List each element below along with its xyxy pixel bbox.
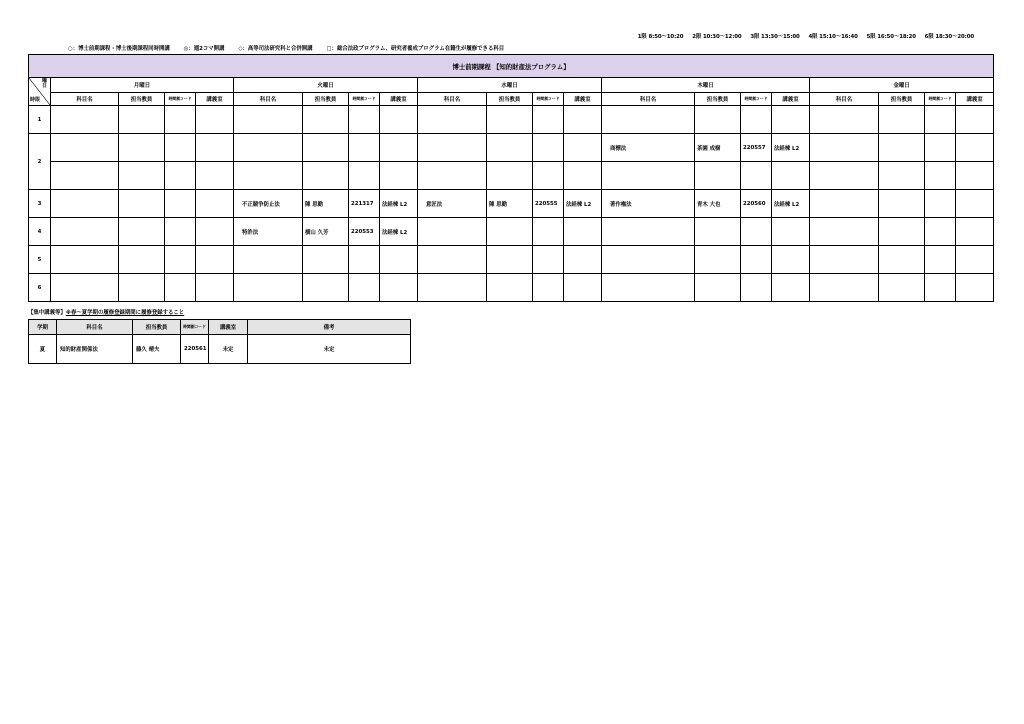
col-header-code: 時間割コード bbox=[533, 93, 564, 106]
subject-wed-p3: 意匠法 bbox=[418, 190, 487, 218]
slot-cell bbox=[418, 134, 487, 162]
slot-cell bbox=[51, 246, 119, 274]
slot-cell bbox=[810, 134, 879, 162]
col-header-room: 講義室 bbox=[380, 93, 418, 106]
intensive-subject: 知的財産関係法 bbox=[57, 335, 133, 364]
period-times bbox=[560, 32, 974, 40]
intensive-room: 未定 bbox=[209, 335, 248, 364]
intensive-term: 夏 bbox=[29, 335, 57, 364]
intensive-header-teacher: 担当教員 bbox=[133, 320, 181, 335]
intensive-header-term: 学期 bbox=[29, 320, 57, 335]
corner-day-char2: 日 bbox=[41, 83, 47, 89]
col-header-code: 時間割コード bbox=[741, 93, 772, 106]
slot-cell bbox=[810, 218, 879, 246]
code-tue-p4: 220553 bbox=[349, 218, 380, 246]
col-header-subject: 科目名 bbox=[234, 93, 303, 106]
period-label-2: 2 bbox=[29, 134, 51, 190]
period-time: 4限 15:10〜16:40 bbox=[808, 34, 858, 40]
slot-cell bbox=[418, 106, 487, 134]
day-header-tue: 火曜日 bbox=[234, 78, 418, 93]
slot-cell bbox=[51, 190, 119, 218]
teacher-tue-p3: 陳 思勤 bbox=[303, 190, 349, 218]
period-label-4: 4 bbox=[29, 218, 51, 246]
legend-item: ◇：高等司法研究科と合併開講 bbox=[238, 46, 313, 52]
col-header-code: 時間割コード bbox=[165, 93, 196, 106]
intensive-header-subject: 科目名 bbox=[57, 320, 133, 335]
slot-cell bbox=[418, 218, 487, 246]
teacher-wed-p3: 陳 思勤 bbox=[487, 190, 533, 218]
day-header-mon: 月曜日 bbox=[51, 78, 234, 93]
teacher-thu-p2: 茶園 成樹 bbox=[695, 134, 741, 162]
room-tue-p3: 法経棟 L2 bbox=[380, 190, 418, 218]
legend-item: ○：博士前期課程・博士後期課程同時開講 bbox=[68, 46, 170, 52]
slot-cell bbox=[234, 134, 303, 162]
col-header-room: 講義室 bbox=[196, 93, 234, 106]
slot-cell bbox=[602, 106, 695, 134]
period-label-5: 5 bbox=[29, 246, 51, 274]
room-wed-p3: 法経棟 L2 bbox=[564, 190, 602, 218]
col-header-teacher: 担当教員 bbox=[119, 93, 165, 106]
subject-tue-p3: 不正競争防止法 bbox=[234, 190, 303, 218]
teacher-tue-p4: 横山 久芳 bbox=[303, 218, 349, 246]
slot-cell bbox=[234, 274, 303, 302]
period-label-3: 3 bbox=[29, 190, 51, 218]
intensive-code: 220561 bbox=[181, 335, 209, 364]
slot-cell bbox=[234, 246, 303, 274]
col-header-code: 時間割コード bbox=[925, 93, 956, 106]
code-tue-p3: 221317 bbox=[349, 190, 380, 218]
slot-cell bbox=[810, 190, 879, 218]
col-header-teacher: 担当教員 bbox=[487, 93, 533, 106]
slot-cell bbox=[51, 218, 119, 246]
day-header-thu: 木曜日 bbox=[602, 78, 810, 93]
col-header-teacher: 担当教員 bbox=[695, 93, 741, 106]
corner-day-char1: 曜 bbox=[41, 78, 47, 84]
period-time: 1限 8:50〜10:20 bbox=[637, 34, 684, 40]
day-period-corner bbox=[29, 78, 51, 106]
slot-cell bbox=[234, 106, 303, 134]
subject-thu-p3: 著作権法 bbox=[602, 190, 695, 218]
slot-cell bbox=[418, 274, 487, 302]
col-header-code: 時間割コード bbox=[349, 93, 380, 106]
slot-cell bbox=[418, 246, 487, 274]
col-header-subject: 科目名 bbox=[51, 93, 119, 106]
subject-tue-p4: 特許法 bbox=[234, 218, 303, 246]
legend-item: □：総合法政プログラム、研究者養成プログラム在籍生が履修できる科目 bbox=[326, 46, 505, 52]
slot-cell bbox=[51, 274, 119, 302]
period-label-6: 6 bbox=[29, 274, 51, 302]
slot-cell bbox=[810, 106, 879, 134]
code-thu-p3: 220560 bbox=[741, 190, 772, 218]
col-header-subject: 科目名 bbox=[810, 93, 879, 106]
intensive-note bbox=[28, 308, 184, 316]
room-tue-p4: 法経棟 L2 bbox=[380, 218, 418, 246]
day-header-fri: 金曜日 bbox=[810, 78, 994, 93]
intensive-header-room: 講義室 bbox=[209, 320, 248, 335]
col-header-subject: 科目名 bbox=[418, 93, 487, 106]
intensive-header-code: 時間割コード bbox=[181, 320, 209, 335]
intensive-row bbox=[29, 335, 411, 364]
slot-cell bbox=[810, 246, 879, 274]
period-label-1: 1 bbox=[29, 106, 51, 134]
intensive-note-text: ※春〜夏学期の履修登録期間に履修登録すること bbox=[65, 310, 185, 316]
subject-thu-p2: 商標法 bbox=[602, 134, 695, 162]
code-thu-p2: 220557 bbox=[741, 134, 772, 162]
room-thu-p2: 法経棟 L2 bbox=[772, 134, 810, 162]
day-header-wed: 水曜日 bbox=[418, 78, 602, 93]
intensive-table bbox=[28, 319, 411, 364]
intensive-teacher: 藤久 晴夫 bbox=[133, 335, 181, 364]
col-header-room: 講義室 bbox=[564, 93, 602, 106]
col-header-subject: 科目名 bbox=[602, 93, 695, 106]
col-header-room: 講義室 bbox=[772, 93, 810, 106]
period-time: 6限 18:30〜20:00 bbox=[924, 34, 974, 40]
period-time: 5限 16:50〜18:20 bbox=[866, 34, 916, 40]
intensive-note-prefix: 【集中講義等】 bbox=[28, 310, 66, 316]
intensive-remarks: 未定 bbox=[248, 335, 411, 364]
room-thu-p3: 法経棟 L2 bbox=[772, 190, 810, 218]
slot-cell bbox=[51, 106, 119, 134]
timetable bbox=[28, 54, 994, 302]
col-header-teacher: 担当教員 bbox=[879, 93, 925, 106]
period-time: 2限 10:30〜12:00 bbox=[692, 34, 742, 40]
corner-day-label bbox=[42, 79, 47, 89]
slot-cell bbox=[51, 134, 119, 162]
code-wed-p3: 220555 bbox=[533, 190, 564, 218]
slot-cell bbox=[602, 218, 695, 246]
period-time: 3限 13:30〜15:00 bbox=[750, 34, 800, 40]
col-header-room: 講義室 bbox=[956, 93, 994, 106]
intensive-header-remarks: 備考 bbox=[248, 320, 411, 335]
slot-cell bbox=[602, 274, 695, 302]
teacher-thu-p3: 青木 大也 bbox=[695, 190, 741, 218]
slot-cell bbox=[810, 274, 879, 302]
legend-item: ◎：週2コマ開講 bbox=[183, 46, 225, 52]
slot-cell bbox=[602, 246, 695, 274]
corner-period-label: 時限 bbox=[30, 97, 41, 103]
timetable-title: 博士前期課程 【知的財産法プログラム】 bbox=[29, 55, 994, 78]
legend bbox=[68, 44, 516, 52]
col-header-teacher: 担当教員 bbox=[303, 93, 349, 106]
